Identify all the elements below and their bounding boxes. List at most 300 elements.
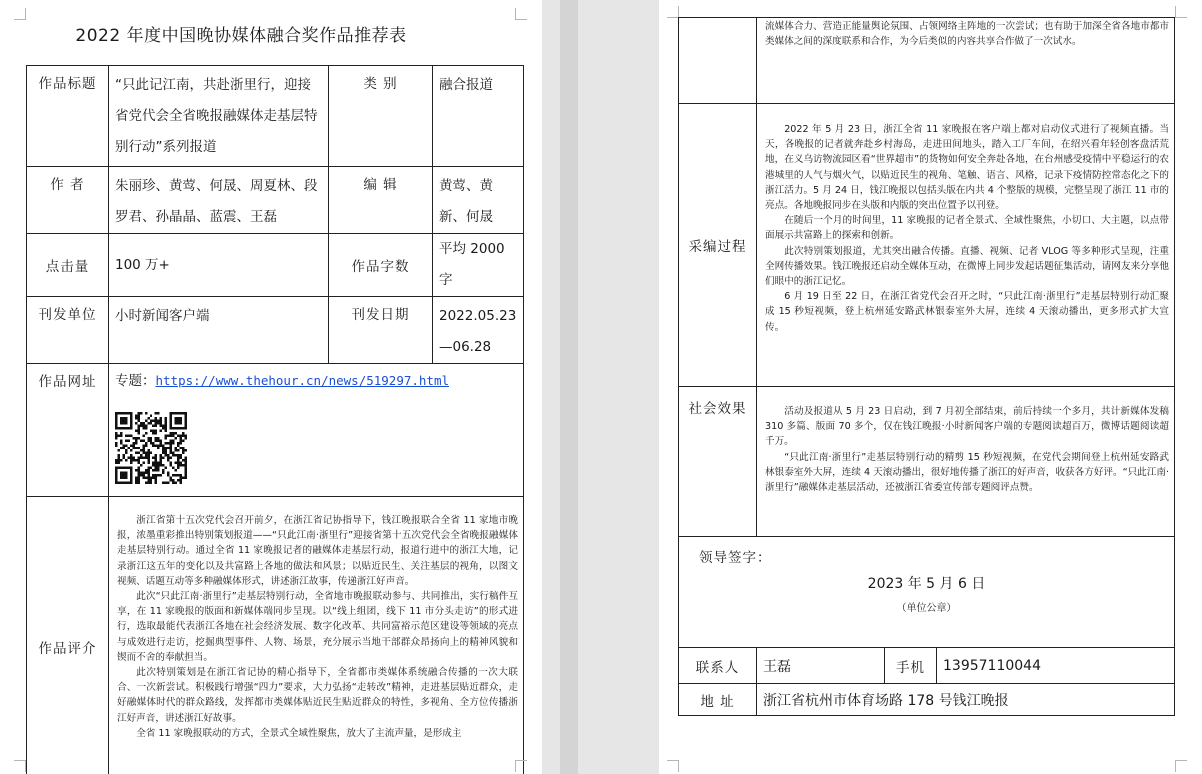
- qr-module: [137, 474, 139, 476]
- process-paragraph: 在随后一个月的时间里，11 家晚报的记者全景式、全域性聚焦，小切口、大主题，以点带面展示共富路上的探索和创新。: [765, 215, 1170, 242]
- qr-module: [122, 417, 124, 419]
- form-row-title: [27, 66, 524, 167]
- qr-module: [167, 442, 169, 444]
- qr-module: [147, 449, 149, 451]
- label-editors: 编 辑: [329, 167, 433, 234]
- qr-module: [117, 412, 119, 414]
- qr-module: [147, 477, 149, 479]
- qr-module: [185, 477, 187, 479]
- qr-module: [135, 429, 137, 431]
- qr-module: [130, 419, 132, 421]
- qr-module: [175, 449, 177, 451]
- qr-code-icon: [115, 412, 187, 484]
- qr-module: [172, 439, 174, 441]
- form-row-authors: [27, 167, 524, 234]
- qr-module: [115, 437, 117, 439]
- qr-module: [130, 454, 132, 456]
- label-address: 地 址: [679, 684, 757, 716]
- qr-module: [115, 459, 117, 461]
- url-prefix: 专题：: [115, 373, 156, 389]
- qr-module: [150, 442, 152, 444]
- qr-module: [160, 462, 162, 464]
- qr-module: [140, 412, 142, 414]
- qr-module: [175, 419, 177, 421]
- qr-module: [145, 412, 147, 414]
- qr-module: [130, 477, 132, 479]
- qr-module: [117, 462, 119, 464]
- qr-module: [180, 474, 182, 476]
- qr-module: [117, 434, 119, 436]
- qr-module: [162, 449, 164, 451]
- qr-module: [185, 459, 187, 461]
- qr-module: [142, 422, 144, 424]
- qr-module: [137, 479, 139, 481]
- qr-module: [157, 467, 159, 469]
- qr-module: [147, 472, 149, 474]
- form-row-contact: [679, 648, 1175, 684]
- qr-module: [142, 457, 144, 459]
- qr-module: [165, 442, 167, 444]
- qr-module: [155, 417, 157, 419]
- value-evaluation: [109, 497, 524, 774]
- qr-module: [135, 439, 137, 441]
- qr-module: [170, 449, 172, 451]
- topic-link[interactable]: https://www.thehour.cn/news/519297.html: [155, 373, 449, 388]
- qr-module: [140, 449, 142, 451]
- qr-module: [140, 454, 142, 456]
- qr-module: [172, 452, 174, 454]
- qr-module: [142, 439, 144, 441]
- qr-module: [170, 417, 172, 419]
- qr-module: [147, 437, 149, 439]
- qr-module: [182, 432, 184, 434]
- qr-module: [120, 417, 122, 419]
- qr-module: [152, 424, 154, 426]
- qr-module: [120, 432, 122, 434]
- process-paragraph: 此次特别策划报道，尤其突出融合传播。直播、视频、记者 VLOG 等多种形式呈现，注重全网传播效果。钱江晚报还启动全媒体互动，在微博上同步发起话题征集活动，请网友来分享他们眼中的浙江记忆。: [765, 245, 1170, 288]
- evaluation-paragraph: 此次特别策划是在浙江省记协的精心指导下，全省都市类媒体系统融合传播的一次大联合、一次新尝试。积极践行增强“四力”要求，大力弘扬“走转改”精神，走进基层贴近群众，走好融媒体时代的群众路线，发挥都市类媒体贴近民生贴近群众的特性，多视角、全方位传播浙江好声音，讲述浙江好故事。: [117, 667, 518, 724]
- qr-module: [167, 474, 169, 476]
- qr-module: [122, 474, 124, 476]
- qr-module: [180, 427, 182, 429]
- qr-module: [147, 422, 149, 424]
- qr-module: [177, 427, 179, 429]
- qr-module: [125, 417, 127, 419]
- qr-module: [170, 477, 172, 479]
- qr-module: [115, 444, 117, 446]
- crop-mark: [667, 760, 679, 772]
- qr-module: [132, 457, 134, 459]
- qr-module: [120, 467, 122, 469]
- qr-module: [165, 452, 167, 454]
- qr-module: [172, 432, 174, 434]
- qr-module: [155, 469, 157, 471]
- qr-module: [127, 439, 129, 441]
- qr-module: [140, 424, 142, 426]
- value-evaluation-continued: 流媒体合力、营造正能量舆论氛围、占领网络主阵地的一次尝试；也有助于加深全省各地市都市类媒体之间的深度联系和合作，为今后类似的内容共享合作做了一次试水。: [757, 18, 1175, 104]
- qr-module: [170, 414, 172, 416]
- label-empty: [679, 18, 757, 104]
- qr-module: [137, 482, 139, 484]
- qr-module: [157, 474, 159, 476]
- qr-module: [117, 467, 119, 469]
- qr-module: [170, 427, 172, 429]
- qr-module: [185, 457, 187, 459]
- qr-module: [130, 472, 132, 474]
- qr-module: [180, 437, 182, 439]
- qr-module: [167, 472, 169, 474]
- qr-module: [145, 432, 147, 434]
- qr-module: [172, 482, 174, 484]
- qr-module: [175, 454, 177, 456]
- qr-module: [145, 442, 147, 444]
- qr-module: [152, 462, 154, 464]
- qr-module: [157, 419, 159, 421]
- qr-module: [145, 482, 147, 484]
- qr-module: [165, 482, 167, 484]
- qr-module: [175, 422, 177, 424]
- qr-module: [115, 482, 117, 484]
- qr-module: [165, 417, 167, 419]
- qr-module: [122, 427, 124, 429]
- qr-module: [177, 479, 179, 481]
- unit-stamp-label: （单位公章）: [896, 603, 957, 614]
- qr-module: [165, 454, 167, 456]
- qr-module: [180, 457, 182, 459]
- qr-module: [117, 454, 119, 456]
- qr-module: [172, 454, 174, 456]
- qr-module: [147, 462, 149, 464]
- qr-module: [147, 474, 149, 476]
- crop-mark: [14, 8, 26, 20]
- qr-module: [117, 427, 119, 429]
- qr-module: [160, 454, 162, 456]
- qr-module: [157, 447, 159, 449]
- qr-module: [150, 479, 152, 481]
- qr-module: [125, 449, 127, 451]
- qr-module: [157, 464, 159, 466]
- qr-module: [145, 457, 147, 459]
- value-phone: 13957110044: [937, 648, 1175, 684]
- qr-module: [132, 447, 134, 449]
- qr-module: [145, 444, 147, 446]
- qr-module: [185, 462, 187, 464]
- qr-module: [165, 427, 167, 429]
- recommendation-form-continued: [678, 17, 1175, 716]
- qr-module: [155, 464, 157, 466]
- social-paragraph: 活动及报道从 5 月 23 日启动，到 7 月初全部结束，前后持续一个多月，共计新媒体发稿 310 多篇、版面 70 多个，仅在钱江晚报·小时新闻客户端的专题阅读超百万，微博话题阅读超千万。: [765, 406, 1170, 448]
- qr-module: [132, 459, 134, 461]
- qr-module: [122, 477, 124, 479]
- qr-module: [157, 444, 159, 446]
- qr-module: [140, 474, 142, 476]
- qr-module: [170, 447, 172, 449]
- qr-module: [115, 442, 117, 444]
- qr-module: [122, 444, 124, 446]
- qr-module: [155, 467, 157, 469]
- label-evaluation: 作品评介: [27, 497, 109, 774]
- qr-module: [177, 442, 179, 444]
- qr-module: [175, 427, 177, 429]
- qr-module: [155, 422, 157, 424]
- qr-module: [177, 462, 179, 464]
- qr-module: [145, 472, 147, 474]
- document-title: 2022 年度中国晚协媒体融合奖作品推荐表: [75, 26, 407, 46]
- qr-module: [137, 477, 139, 479]
- qr-module: [185, 427, 187, 429]
- qr-module: [132, 444, 134, 446]
- qr-module: [130, 467, 132, 469]
- qr-module: [127, 482, 129, 484]
- qr-module: [160, 422, 162, 424]
- qr-module: [122, 467, 124, 469]
- qr-module: [135, 414, 137, 416]
- qr-module: [137, 457, 139, 459]
- leader-sign-label: 领导签字：: [699, 550, 772, 566]
- sign-date: 2023 年 5 月 6 日: [867, 576, 986, 592]
- qr-module: [180, 464, 182, 466]
- qr-module: [130, 424, 132, 426]
- qr-module: [165, 467, 167, 469]
- qr-module: [130, 449, 132, 451]
- qr-module: [157, 469, 159, 471]
- qr-module: [177, 417, 179, 419]
- qr-module: [160, 417, 162, 419]
- qr-module: [115, 469, 117, 471]
- qr-module: [135, 437, 137, 439]
- qr-module: [115, 417, 117, 419]
- qr-module: [150, 482, 152, 484]
- form-row-url: [27, 364, 524, 497]
- qr-module: [185, 417, 187, 419]
- qr-module: [137, 424, 139, 426]
- qr-module: [122, 454, 124, 456]
- qr-module: [145, 424, 147, 426]
- qr-module: [135, 442, 137, 444]
- qr-module: [177, 464, 179, 466]
- qr-module: [122, 422, 124, 424]
- qr-module: [170, 442, 172, 444]
- qr-module: [135, 452, 137, 454]
- qr-module: [122, 419, 124, 421]
- qr-module: [175, 469, 177, 471]
- qr-module: [142, 472, 144, 474]
- qr-module: [165, 419, 167, 421]
- qr-module: [177, 459, 179, 461]
- qr-module: [185, 422, 187, 424]
- qr-module: [150, 429, 152, 431]
- qr-module: [137, 419, 139, 421]
- qr-module: [125, 482, 127, 484]
- qr-module: [115, 462, 117, 464]
- qr-module: [125, 452, 127, 454]
- label-work-title: 作品标题: [27, 66, 109, 167]
- qr-module: [172, 467, 174, 469]
- qr-module: [160, 459, 162, 461]
- qr-module: [142, 477, 144, 479]
- value-publisher: 小时新闻客户端: [109, 297, 329, 364]
- qr-module: [155, 462, 157, 464]
- qr-module: [170, 422, 172, 424]
- qr-module: [180, 419, 182, 421]
- qr-module: [120, 442, 122, 444]
- qr-module: [180, 454, 182, 456]
- qr-module: [177, 422, 179, 424]
- qr-module: [175, 474, 177, 476]
- qr-module: [150, 467, 152, 469]
- qr-module: [180, 412, 182, 414]
- qr-module: [140, 457, 142, 459]
- qr-module: [180, 417, 182, 419]
- qr-module: [127, 457, 129, 459]
- qr-module: [180, 462, 182, 464]
- qr-module: [142, 449, 144, 451]
- label-phone: 手机: [885, 648, 937, 684]
- signature-cell: [679, 537, 1175, 648]
- qr-module: [120, 482, 122, 484]
- qr-module: [177, 434, 179, 436]
- qr-module: [132, 442, 134, 444]
- qr-module: [155, 477, 157, 479]
- qr-module: [182, 459, 184, 461]
- value-address: 浙江省杭州市体育场路 178 号钱江晚报: [757, 684, 1175, 716]
- qr-module: [185, 424, 187, 426]
- qr-module: [150, 419, 152, 421]
- qr-module: [137, 412, 139, 414]
- qr-module: [175, 482, 177, 484]
- value-publish-date: 2022.05.23 —06.28: [433, 297, 524, 364]
- qr-module: [122, 447, 124, 449]
- qr-module: [125, 472, 127, 474]
- form-row-social-effect: [679, 387, 1175, 537]
- qr-module: [165, 434, 167, 436]
- label-social-effect: 社会效果: [679, 387, 757, 537]
- qr-module: [162, 469, 164, 471]
- qr-module: [157, 422, 159, 424]
- qr-module: [147, 479, 149, 481]
- qr-module: [170, 462, 172, 464]
- qr-module: [150, 439, 152, 441]
- qr-module: [177, 467, 179, 469]
- qr-module: [170, 432, 172, 434]
- qr-module: [142, 452, 144, 454]
- qr-module: [180, 439, 182, 441]
- form-row-publisher: [27, 297, 524, 364]
- qr-module: [130, 414, 132, 416]
- qr-module: [152, 457, 154, 459]
- qr-module: [130, 427, 132, 429]
- qr-module: [137, 414, 139, 416]
- qr-module: [165, 437, 167, 439]
- value-url-cell: [109, 364, 524, 497]
- qr-module: [137, 447, 139, 449]
- qr-module: [120, 477, 122, 479]
- qr-module: [170, 419, 172, 421]
- qr-module: [127, 412, 129, 414]
- qr-module: [115, 412, 117, 414]
- qr-module: [167, 454, 169, 456]
- qr-module: [135, 447, 137, 449]
- qr-module: [167, 459, 169, 461]
- qr-module: [170, 412, 172, 414]
- qr-module: [130, 462, 132, 464]
- qr-module: [185, 449, 187, 451]
- page-gap: [542, 0, 659, 774]
- qr-module: [180, 434, 182, 436]
- qr-module: [137, 459, 139, 461]
- crop-mark: [515, 760, 527, 772]
- qr-module: [155, 454, 157, 456]
- qr-module: [117, 482, 119, 484]
- qr-module: [170, 464, 172, 466]
- qr-module: [115, 434, 117, 436]
- qr-module: [152, 429, 154, 431]
- qr-module: [182, 447, 184, 449]
- qr-module: [140, 464, 142, 466]
- evaluation-paragraph: 全省 11 家晚报联动的方式，全景式全域性聚焦，放大了主流声量，是形成主: [136, 727, 462, 739]
- qr-module: [115, 432, 117, 434]
- qr-module: [137, 417, 139, 419]
- value-process: [757, 104, 1175, 387]
- qr-module: [147, 469, 149, 471]
- qr-module: [162, 424, 164, 426]
- qr-module: [127, 447, 129, 449]
- qr-module: [147, 467, 149, 469]
- qr-module: [180, 422, 182, 424]
- qr-module: [172, 427, 174, 429]
- form-row-evaluation: [27, 497, 524, 774]
- evaluation-paragraph: 浙江省第十五次党代会召开前夕，在浙江省记协指导下，钱江晚报联合全省 11 家地市晚报，浓墨重彩推出特别策划报道——“只此江南·浙里行”迎接省第十五次党代会全省晚报融媒体走基层特别行动。通过全省 11 家晚报记者的融媒体走基层行动，报道行进中的浙江大地，记录浙江这五年的变化以及共富路上各地的做法和风景；以贴近民生、关注基层的视角，以图文视频、话题互动等多种融媒体形式，讲述浙江故事，传递浙江好声音。: [117, 515, 518, 587]
- qr-module: [175, 462, 177, 464]
- qr-module: [177, 449, 179, 451]
- process-paragraph: 2022 年 5 月 23 日，浙江全省 11 家晚报在客户端上都对启动仪式进行了视频直播。当天，各晚报的记者就奔赴乡村海岛，走进田间地头，踏入工厂车间，在绍兴看年轻创客盘活荒地，在义乌访物流园区看“世界超市”的货物如何安全奔赴各地，在台州感受疫情中平稳运行的农港城里的人气与烟火气，以贴近民生的视角、笔触、语言、风格，记录下疫情防控常态化之下的浙江活力。5 月 24 日，钱江晚报以包括头版在内共 4 个整版的规模，完整呈现了浙江 11 市的亮点。各地晚报同步在头版和内版的突出位置予以刊登。: [765, 124, 1170, 212]
- qr-module: [172, 412, 174, 414]
- recommendation-form: [26, 65, 524, 774]
- qr-module: [117, 457, 119, 459]
- qr-module: [115, 477, 117, 479]
- qr-module: [147, 482, 149, 484]
- qr-module: [142, 447, 144, 449]
- qr-module: [145, 452, 147, 454]
- label-word-count: 作品字数: [329, 234, 433, 297]
- qr-module: [130, 459, 132, 461]
- qr-module: [155, 459, 157, 461]
- qr-module: [155, 482, 157, 484]
- qr-module: [152, 474, 154, 476]
- qr-module: [185, 474, 187, 476]
- qr-module: [185, 437, 187, 439]
- qr-module: [117, 459, 119, 461]
- qr-module: [175, 432, 177, 434]
- qr-module: [137, 452, 139, 454]
- qr-module: [157, 437, 159, 439]
- qr-module: [147, 439, 149, 441]
- qr-module: [157, 462, 159, 464]
- qr-module: [160, 429, 162, 431]
- qr-module: [185, 472, 187, 474]
- value-clicks: 100 万+: [109, 234, 329, 297]
- qr-module: [152, 444, 154, 446]
- qr-module: [150, 477, 152, 479]
- qr-module: [130, 479, 132, 481]
- qr-module: [122, 472, 124, 474]
- qr-module: [147, 452, 149, 454]
- qr-module: [155, 419, 157, 421]
- qr-module: [130, 434, 132, 436]
- social-paragraph: “只此江南·浙里行”走基层特别行动的精剪 15 秒短视频，在党代会期间登上杭州延安路武林银泰室外大屏，连续 4 天滚动播出，很好地传播了浙江的好声音，收获各方好评。“只此江南·浙里行”融媒体走基层活动，还被浙江省委宣传部专题阅评点赞。: [765, 451, 1170, 494]
- qr-module: [120, 434, 122, 436]
- qr-module: [172, 474, 174, 476]
